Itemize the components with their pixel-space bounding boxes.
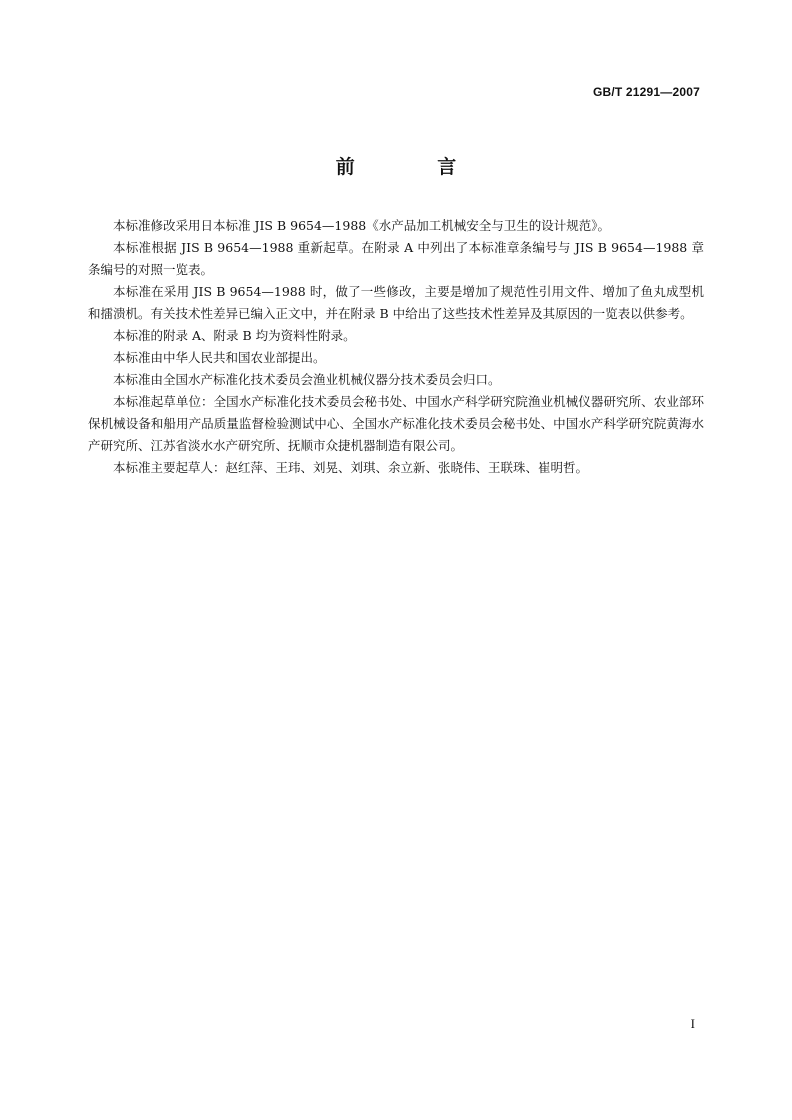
- paragraph-centralized: 本标准由全国水产标准化技术委员会渔业机械仪器分技术委员会归口。: [113, 372, 501, 387]
- foreword-body: [88, 215, 704, 479]
- page-number: I: [690, 1016, 695, 1031]
- paragraph-drafters: 本标准主要起草人：赵红萍、王玮、刘晃、刘琪、余立新、张晓伟、王联珠、崔明哲。: [113, 460, 589, 475]
- paragraph-proposer: 本标准由中华人民共和国农业部提出。: [113, 350, 326, 365]
- paragraph-drafting-units: 本标准起草单位：全国水产标准化技术委员会秘书处、中国水产科学研究院渔业机械仪器研究所、农业部环保机械设备和船用产品质量监督检验测试中心、全国水产标准化技术委员会秘书处、中国水产科学研究院黄海水产研究所、江苏省淡水水产研究所、抚顺市众捷机器制造有限公司。: [88, 394, 704, 453]
- paragraph-adoption: 本标准修改采用日本标准 JIS B 9654—1988《水产品加工机械安全与卫生的设计规范》。: [113, 218, 610, 233]
- standard-code: GB/T 21291—2007: [592, 85, 700, 99]
- page-title: 前 言: [335, 156, 495, 178]
- paragraph-annexes: 本标准的附录 A、附录 B 均为资料性附录。: [113, 328, 356, 343]
- paragraph-modifications: 本标准在采用 JIS B 9654—1988 时，做了一些修改，主要是增加了规范性引用文件、增加了鱼丸成型机和擂溃机。有关技术性差异已编入正文中，并在附录 B 中给出了这些技术性差异及其原因的一览表以供参考。: [88, 284, 704, 321]
- paragraph-redrafting: 本标准根据 JIS B 9654—1988 重新起草。在附录 A 中列出了本标准章条编号与 JIS B 9654—1988 章条编号的对照一览表。: [88, 240, 704, 277]
